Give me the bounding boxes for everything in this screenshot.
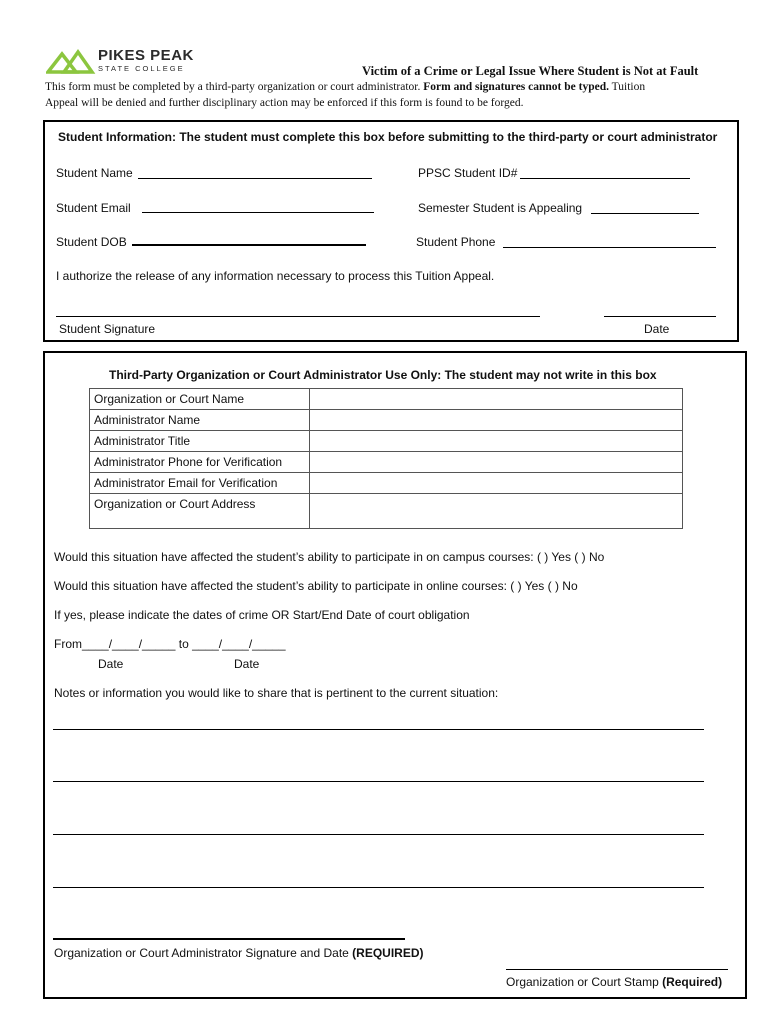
intro-text-2: Tuition: [611, 81, 646, 93]
student-name-field[interactable]: [138, 178, 372, 179]
admin-name-label: Administrator Name: [90, 410, 310, 431]
form-title: Victim of a Crime or Legal Issue Where Student is Not at Fault: [362, 64, 699, 78]
intro-line-1: [45, 80, 725, 96]
student-signature-field[interactable]: [56, 316, 540, 317]
table-row: [90, 410, 683, 431]
student-phone-label: Student Phone: [416, 235, 496, 249]
admin-signature-label: [54, 946, 424, 960]
org-name-field[interactable]: [310, 389, 683, 410]
stamp-required: (Required): [662, 975, 723, 989]
logo-subname: STATE COLLEGE: [98, 64, 185, 73]
admin-email-label: Administrator Email for Verification: [90, 473, 310, 494]
student-date-label: Date: [644, 322, 670, 336]
admin-box-heading: Third-Party Organization or Court Administrator Use Only: The student may not write in this box: [109, 368, 657, 382]
authorize-text: I authorize the release of any information necessary to process this Tuition Appeal.: [56, 269, 495, 283]
admin-signature-text: Organization or Court Administrator Signature and Date: [54, 946, 349, 960]
logo-name: PIKES PEAK: [98, 47, 194, 64]
table-row: [90, 452, 683, 473]
stamp-text: Organization or Court Stamp: [506, 975, 659, 989]
student-signature-label: Student Signature: [59, 322, 156, 336]
admin-signature-required: (REQUIRED): [352, 946, 424, 960]
ppsc-id-field[interactable]: [520, 178, 690, 179]
semester-label: Semester Student is Appealing: [418, 201, 583, 215]
question-online: Would this situation have affected the student’s ability to participate in online courses: ( ) Yes ( ) No: [54, 579, 578, 593]
table-row: [90, 494, 683, 529]
intro-bold: Form and signatures cannot be typed.: [423, 81, 609, 93]
student-info-box: [43, 120, 739, 342]
student-dob-field[interactable]: [132, 244, 366, 246]
intro-text-1: This form must be completed by a third-party organization or court administrator.: [45, 81, 421, 93]
date-range-field[interactable]: From____/____/_____ to ____/____/_____: [54, 637, 286, 651]
question-on-campus: Would this situation have affected the student’s ability to participate in on campus courses: ( ) Yes ( ) No: [54, 550, 605, 564]
notes-line-1[interactable]: [53, 729, 704, 730]
start-date-label: Date: [98, 657, 124, 671]
admin-title-label: Administrator Title: [90, 431, 310, 452]
notes-label: Notes or information you would like to share that is pertinent to the current situation:: [54, 686, 499, 700]
admin-info-table: [89, 388, 683, 529]
notes-line-4[interactable]: [53, 887, 704, 888]
student-signature-date-field[interactable]: [604, 316, 716, 317]
student-dob-label: Student DOB: [56, 235, 127, 249]
admin-phone-field[interactable]: [310, 452, 683, 473]
student-email-label: Student Email: [56, 201, 131, 215]
student-name-label: Student Name: [56, 166, 133, 180]
stamp-field[interactable]: [506, 969, 728, 970]
admin-signature-field[interactable]: [53, 938, 405, 940]
notes-line-3[interactable]: [53, 834, 704, 835]
admin-title-field[interactable]: [310, 431, 683, 452]
student-box-heading: Student Information: The student must complete this box before submitting to the third-party or court administrator: [58, 130, 718, 144]
org-name-label: Organization or Court Name: [90, 389, 310, 410]
table-row: [90, 473, 683, 494]
intro-line-2: Appeal will be denied and further disciplinary action may be enforced if this form is found to be forged.: [45, 97, 524, 109]
admin-phone-label: Administrator Phone for Verification: [90, 452, 310, 473]
org-address-field[interactable]: [310, 494, 683, 529]
student-phone-field[interactable]: [503, 247, 716, 248]
admin-email-field[interactable]: [310, 473, 683, 494]
ppsc-id-label: PPSC Student ID#: [418, 166, 518, 180]
admin-name-field[interactable]: [310, 410, 683, 431]
table-row: [90, 389, 683, 410]
table-row: [90, 431, 683, 452]
student-email-field[interactable]: [142, 212, 374, 213]
question-dates: If yes, please indicate the dates of crime OR Start/End Date of court obligation: [54, 608, 470, 622]
notes-line-2[interactable]: [53, 781, 704, 782]
stamp-label: [506, 975, 722, 989]
org-address-label: Organization or Court Address: [90, 494, 310, 529]
semester-field[interactable]: [591, 213, 699, 214]
end-date-label: Date: [234, 657, 260, 671]
